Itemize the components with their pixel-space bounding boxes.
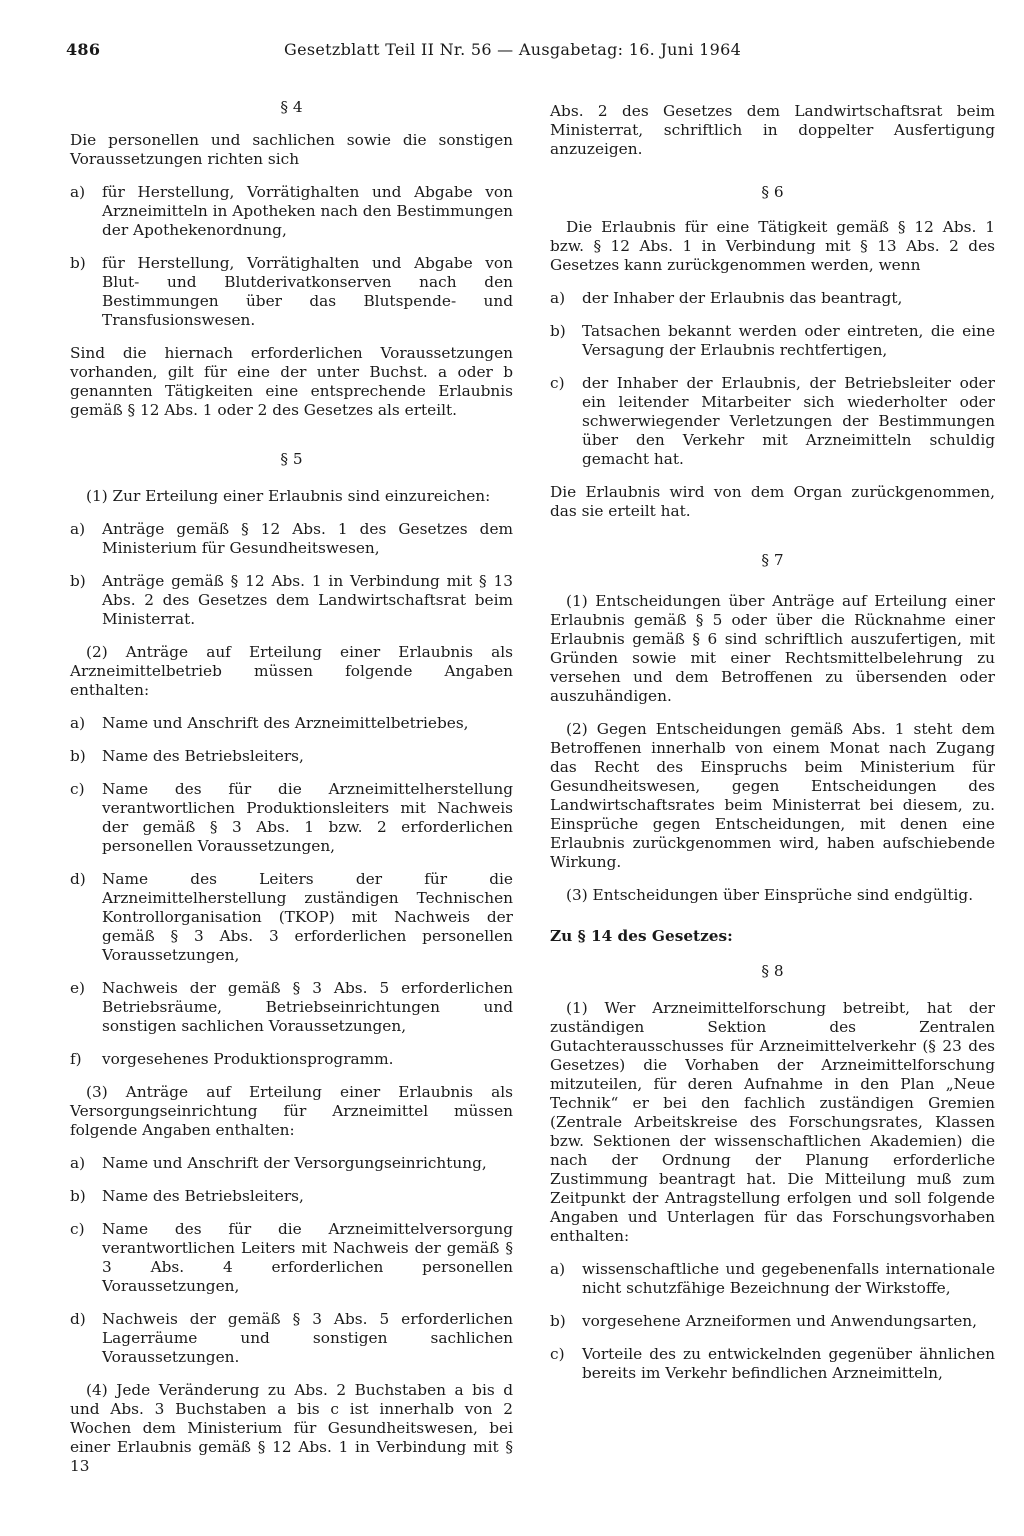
list-item — [70, 1220, 513, 1296]
list-text: Anträge gemäß § 12 Abs. 1 des Gesetzes dem Ministerium für Gesundheitswesen, — [102, 520, 513, 557]
paragraph: (1) Entscheidungen über Anträge auf Erteilung einer Erlaubnis gemäß § 5 oder über die Rücknahme einer Erlaubnis gemäß § 6 sind schriftlich auszufertigen, mit Gründen sowie mit einer Rechtsmittelbelehrung zu versehen und dem Betroffenen zu übersenden oder auszuhändigen. — [550, 592, 995, 705]
list-item — [550, 1260, 995, 1298]
list-label: a) — [70, 714, 86, 732]
list-item — [70, 183, 513, 240]
list-item — [70, 254, 513, 330]
list-label: b) — [70, 254, 86, 272]
list-item — [70, 1050, 513, 1069]
list-label: b) — [70, 1187, 86, 1205]
paragraph: (2) Gegen Entscheidungen gemäß Abs. 1 steht dem Betroffenen innerhalb von einem Monat nach Zugang das Recht des Einspruchs beim Ministerium für Gesundheitswesen, gegen Entscheidungen des Landwirtschaftsrates beim Ministerrat bei diesem, zu. Einsprüche gegen Entscheidungen, mit denen eine Erlaubnis zurückgenommen wird, haben aufschiebende Wirkung. — [550, 720, 995, 871]
list-item — [70, 520, 513, 558]
list-label: a) — [70, 183, 86, 201]
section-heading-6: § 6 — [761, 183, 784, 201]
list-item — [70, 572, 513, 629]
list-label: c) — [550, 374, 565, 392]
paragraph: Sind die hiernach erforderlichen Voraussetzungen vorhanden, gilt für eine der unter Buchst. a oder b genannten Tätigkeiten eine entsprechende Erlaubnis gemäß § 12 Abs. 1 oder 2 des Gesetzes als erteilt. — [70, 344, 513, 419]
page-number: 486 — [66, 40, 101, 59]
paragraph: (1) Zur Erteilung einer Erlaubnis sind einzureichen: — [86, 487, 491, 505]
list-label: a) — [70, 520, 86, 538]
list-text: Name und Anschrift des Arzneimittelbetriebes, — [102, 714, 469, 732]
list-text: der Inhaber der Erlaubnis, der Betriebsleiter oder ein leitender Mitarbeiter sich wiederholter oder schwerwiegender Verletzungen der Bestimmungen über den Verkehr mit Arzneimitteln schuldig gemacht hat. — [582, 374, 995, 468]
left-column — [70, 98, 513, 1490]
list-text: der Inhaber der Erlaubnis das beantragt, — [582, 289, 903, 307]
list-item — [550, 374, 995, 469]
list-item — [550, 1345, 995, 1383]
list-text: wissenschaftliche und gegebenenfalls internationale nicht schutzfähige Bezeichnung der Wirkstoffe, — [582, 1260, 995, 1297]
list-text: Name des Betriebsleiters, — [102, 747, 304, 765]
list-label: b) — [70, 572, 86, 590]
running-title: Gesetzblatt Teil II Nr. 56 — Ausgabetag: 16. Juni 1964 — [284, 40, 742, 59]
list-item — [70, 780, 513, 856]
paragraph: (1) Wer Arzneimittelforschung betreibt, hat der zuständigen Sektion des Zentralen Gutachterausschusses für Arzneimittelverkehr (§ 23 des Gesetzes) die Vorhaben der Arzneimittelforschung mitzuteilen, für deren Aufnahme in den Plan „Neue Technik“ er bei den fachlich zuständigen Gremien (Zentrale Arbeitskreise des Forschungsrates, Klassen bzw. Sektionen der wissenschaftlichen Akademien) die nach der Ordnung der Planung erforderliche Zustimmung beantragt hat. Die Mitteilung muß zum Zeitpunkt der Antragstellung erfolgen und soll folgende Angaben und Unterlagen für das Forschungsvorhaben enthalten: — [550, 999, 995, 1245]
list-text: Name und Anschrift der Versorgungseinrichtung, — [102, 1154, 487, 1172]
list-label: c) — [550, 1345, 565, 1363]
list-text: Tatsachen bekannt werden oder eintreten, die eine Versagung der Erlaubnis rechtfertigen, — [582, 322, 995, 359]
list-label: a) — [550, 1260, 566, 1278]
list-item — [550, 1312, 995, 1331]
section-heading-5: § 5 — [280, 450, 303, 468]
list-label: e) — [70, 979, 86, 997]
list-label: d) — [70, 1310, 86, 1328]
list-text: vorgesehenes Produktionsprogramm. — [102, 1050, 394, 1068]
list-item — [70, 1154, 513, 1173]
list-label: a) — [550, 289, 566, 307]
list-text: Name des für die Arzneimittelversorgung verantwortlichen Leiters mit Nachweis der gemäß § 3 Abs. 4 erforderlichen personellen Voraussetzungen, — [102, 1220, 513, 1295]
section-heading-7: § 7 — [761, 551, 784, 569]
list-item — [70, 714, 513, 733]
list-item — [70, 1310, 513, 1367]
list-label: b) — [70, 747, 86, 765]
list-text: Vorteile des zu entwickelnden gegenüber ähnlichen bereits im Verkehr befindlichen Arzneimitteln, — [582, 1345, 995, 1382]
list-item — [550, 322, 995, 360]
list-text: Nachweis der gemäß § 3 Abs. 5 erforderlichen Lagerräume und sonstigen sachlichen Voraussetzungen. — [102, 1310, 513, 1366]
list-label: f) — [70, 1050, 82, 1068]
list-text: Name des für die Arzneimittelherstellung verantwortlichen Produktionsleiters mit Nachweis der gemäß § 3 Abs. 1 bzw. 2 erforderlichen personellen Voraussetzungen, — [102, 780, 513, 855]
list-text: Nachweis der gemäß § 3 Abs. 5 erforderlichen Betriebsräume, Betriebseinrichtungen und sonstigen sachlichen Voraussetzungen, — [102, 979, 513, 1035]
list-item — [70, 1187, 513, 1206]
paragraph: Abs. 2 des Gesetzes dem Landwirtschaftsrat beim Ministerrat, schriftlich in doppelter Ausfertigung anzuzeigen. — [550, 102, 995, 158]
paragraph: Die personellen und sachlichen sowie die sonstigen Voraussetzungen richten sich — [70, 131, 513, 168]
list-text: Anträge gemäß § 12 Abs. 1 in Verbindung mit § 13 Abs. 2 des Gesetzes dem Landwirtschaftsrat beim Ministerrat. — [102, 572, 513, 628]
paragraph: Die Erlaubnis für eine Tätigkeit gemäß § 12 Abs. 1 bzw. § 12 Abs. 1 in Verbindung mit § 13 Abs. 2 des Gesetzes kann zurückgenommen werden, wenn — [550, 218, 995, 274]
page-header — [66, 34, 986, 64]
list-item — [550, 289, 995, 308]
section-heading-4: § 4 — [280, 98, 303, 116]
paragraph: (2) Anträge auf Erteilung einer Erlaubnis als Arzneimittelbetrieb müssen folgende Angaben enthalten: — [70, 643, 513, 699]
list-label: b) — [550, 322, 566, 340]
list-label: c) — [70, 780, 85, 798]
list-text: vorgesehene Arzneiformen und Anwendungsarten, — [582, 1312, 977, 1330]
list-text: Name des Leiters der für die Arzneimittelherstellung zuständigen Technischen Kontrollorganisation (TKOP) mit Nachweis der gemäß § 3 Abs. 3 erforderlichen personellen Voraussetzungen, — [102, 870, 513, 964]
list-item — [70, 979, 513, 1036]
paragraph: (3) Entscheidungen über Einsprüche sind endgültig. — [566, 886, 974, 904]
list-label: d) — [70, 870, 86, 888]
paragraph: (3) Anträge auf Erteilung einer Erlaubnis als Versorgungseinrichtung für Arzneimittel müssen folgende Angaben enthalten: — [70, 1083, 513, 1139]
list-label: c) — [70, 1220, 85, 1238]
list-label: a) — [70, 1154, 86, 1172]
section-heading-8: § 8 — [761, 962, 784, 980]
list-text: für Herstellung, Vorrätighalten und Abgabe von Blut- und Blutderivatkonserven nach den Bestimmungen über das Blutspende- und Transfusionswesen. — [102, 254, 513, 329]
right-column — [550, 102, 995, 1397]
list-label: b) — [550, 1312, 566, 1330]
paragraph: (4) Jede Veränderung zu Abs. 2 Buchstaben a bis d und Abs. 3 Buchstaben a bis c ist innerhalb von 2 Wochen dem Ministerium für Gesundheitswesen, bei einer Erlaubnis gemäß § 12 Abs. 1 in Verbindung mit § 13 — [70, 1381, 513, 1475]
list-item — [70, 747, 513, 766]
paragraph: Die Erlaubnis wird von dem Organ zurückgenommen, das sie erteilt hat. — [550, 483, 995, 520]
list-text: Name des Betriebsleiters, — [102, 1187, 304, 1205]
subsection-heading: Zu § 14 des Gesetzes: — [550, 927, 733, 945]
list-text: für Herstellung, Vorrätighalten und Abgabe von Arzneimitteln in Apotheken nach den Bestimmungen der Apothekenordnung, — [102, 183, 513, 239]
list-item — [70, 870, 513, 965]
